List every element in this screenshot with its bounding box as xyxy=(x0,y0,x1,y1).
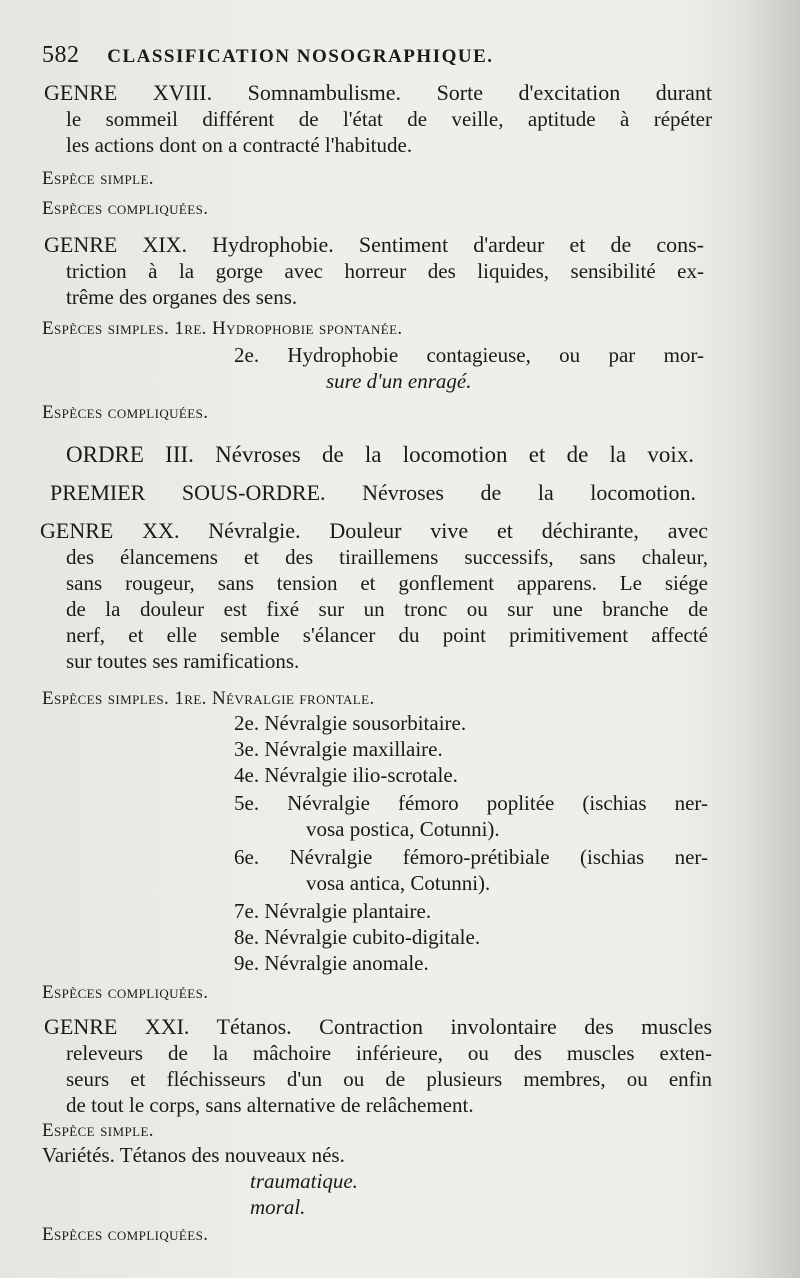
text-line: seurs et fléchisseurs d'un ou de plusieurs membres, ou enfin xyxy=(66,1067,712,1091)
text-line: Espèce simple. xyxy=(42,168,154,189)
text-line: les actions dont on a contracté l'habitude. xyxy=(66,133,413,157)
page-number: 582 xyxy=(42,42,80,68)
text-line: GENRE XXI. Tétanos. Contraction involontaire des muscles xyxy=(44,1014,712,1039)
text-line: 6e. Névralgie fémoro-prétibiale (ischias ner- xyxy=(234,845,708,869)
text-line: Espèces compliquées. xyxy=(42,198,209,219)
text-line: GENRE XVIII. Somnambulisme. Sorte d'excitation durant xyxy=(44,80,712,105)
text-line: 2e. Névralgie sousorbitaire. xyxy=(234,711,467,735)
text-line: Espèces simples. 1re. Hydrophobie spontanée. xyxy=(42,318,403,339)
text-line: de la douleur est fixé sur un tronc ou sur une branche de xyxy=(66,597,708,621)
text-line: de tout le corps, sans alternative de relâchement. xyxy=(66,1093,474,1117)
text-line: traumatique. xyxy=(250,1169,358,1193)
text-line: triction à la gorge avec horreur des liquides, sensibilité ex- xyxy=(66,259,704,283)
text-line: des élancemens et des tiraillemens successifs, sans chaleur, xyxy=(66,545,708,569)
text-line: le sommeil différent de l'état de veille, aptitude à répéter xyxy=(66,107,712,131)
text-line: moral. xyxy=(250,1195,306,1219)
text-line: trême des organes des sens. xyxy=(66,285,298,309)
page-edge-shadow xyxy=(740,0,800,1278)
text-line: sure d'un enragé. xyxy=(326,369,472,393)
text-line: sur toutes ses ramifications. xyxy=(66,649,300,673)
text-line: 2e. Hydrophobie contagieuse, ou par mor- xyxy=(234,343,704,367)
text-line: GENRE XIX. Hydrophobie. Sentiment d'ardeur et de cons- xyxy=(44,232,704,257)
text-line: 9e. Névralgie anomale. xyxy=(234,951,429,975)
text-line: Espèce simple. xyxy=(42,1120,154,1141)
text-line: ORDRE III. Névroses de la locomotion et de la voix. xyxy=(66,442,694,467)
text-line: vosa postica, Cotunni). xyxy=(306,817,500,841)
text-line: vosa antica, Cotunni). xyxy=(306,871,491,895)
text-line: releveurs de la mâchoire inférieure, ou des muscles exten- xyxy=(66,1041,712,1065)
text-line: sans rougeur, sans tension et gonflement apparens. Le siége xyxy=(66,571,708,595)
text-line: Variétés. Tétanos des nouveaux nés. xyxy=(42,1143,345,1167)
text-line: 4e. Névralgie ilio-scrotale. xyxy=(234,763,458,787)
text-line: Espèces compliquées. xyxy=(42,402,209,423)
text-line: 7e. Névralgie plantaire. xyxy=(234,899,432,923)
text-line: PREMIER SOUS-ORDRE. Névroses de la locomotion. xyxy=(50,480,696,505)
text-line: 5e. Névralgie fémoro poplitée (ischias ner- xyxy=(234,791,708,815)
running-head: CLASSIFICATION NOSOGRAPHIQUE. xyxy=(107,46,494,67)
text-line: nerf, et elle semble s'élancer du point primitivement affecté xyxy=(66,623,708,647)
text-line: 3e. Névralgie maxillaire. xyxy=(234,737,443,761)
text-line: Espèces simples. 1re. Névralgie frontale. xyxy=(42,688,375,709)
text-line: Espèces compliquées. xyxy=(42,982,209,1003)
page-header xyxy=(42,42,494,70)
text-line: GENRE XX. Névralgie. Douleur vive et déchirante, avec xyxy=(40,518,708,543)
text-line: 8e. Névralgie cubito-digitale. xyxy=(234,925,481,949)
text-line: Espèces compliquées. xyxy=(42,1224,209,1245)
